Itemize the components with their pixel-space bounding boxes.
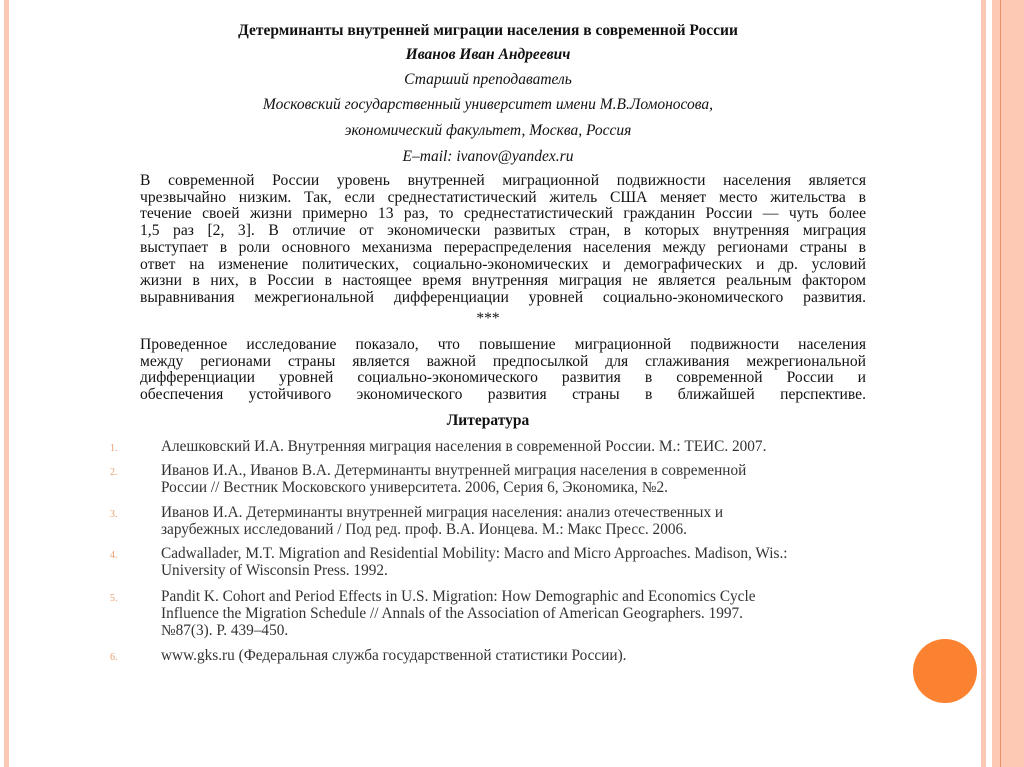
reference-text: Иванов И.А., Иванов В.А. Детерминанты внутренней миграция населения в современной <box>161 462 747 479</box>
text-line: Проведенное исследование показало, что повышение миграционной подвижности населения <box>140 336 866 353</box>
reference-text: www.gks.ru (Федеральная служба государственной статистики России). <box>161 647 627 664</box>
text-line: жизни в них, в России в настоящее время внутренняя миграция не является реальным фактором <box>140 272 866 290</box>
reference-number: 6. <box>110 652 118 663</box>
reference-text: зарубежных исследований / Под ред. проф. В.А. Ионцева. М.: Макс Пресс. 2006. <box>161 521 687 538</box>
orange-circle <box>913 639 977 703</box>
paragraph-intro <box>140 173 866 307</box>
affiliation-line-2: экономический факультет, Москва, Россия <box>344 122 632 139</box>
section-separator: *** <box>476 310 500 327</box>
text-line: выступает в роли основного механизма перераспределения населения между регионами страны в <box>140 238 866 256</box>
reference-text: Алешковский И.А. Внутренняя миграция населения в современной России. М.: ТЕИС. 2007. <box>161 438 767 455</box>
reference-number: 5. <box>110 593 118 604</box>
author-email: E–mail: ivanov@yandex.ru <box>402 148 574 165</box>
reference-number: 3. <box>110 509 118 520</box>
author-name: Иванов Иван Андреевич <box>405 46 571 63</box>
text-line: дифференциации уровней социально-экономического развития в современной России и <box>140 369 866 387</box>
text-line: В современной России уровень внутренней миграционной подвижности населения является <box>140 172 866 189</box>
text-line: выравнивания межрегиональной дифференциации уровней социально-экономического развития. <box>140 288 866 306</box>
text-line: ответ на изменение политических, социально-экономических и демографических и др. условий <box>140 255 866 273</box>
left-stripe <box>4 0 9 767</box>
author-position: Старший преподаватель <box>404 71 572 88</box>
reference-text: Influence the Migration Schedule // Annals of the Association of American Geographers. 1997. <box>161 605 743 622</box>
right-stripe-thin <box>981 0 986 767</box>
document-title: Детерминанты внутренней миграции населения в современной России <box>238 22 738 39</box>
reference-text: University of Wisconsin Press. 1992. <box>161 562 388 579</box>
paragraph-conclusion <box>140 337 866 404</box>
text-line: 1,5 раз [2, 3]. В отличие от экономически развитых стран, в которых внутренняя миграция <box>140 222 866 240</box>
text-line: чрезвычайно низким. Так, если среднестатистический житель США меняет место жительства в <box>140 188 866 206</box>
reference-text: Иванов И.А. Детерминанты внутренней миграция населения: анализ отечественных и <box>161 504 724 521</box>
reference-number: 2. <box>110 467 118 478</box>
affiliation-line-1: Московский государственный университет имени М.В.Ломоносова, <box>262 96 714 113</box>
text-line: между регионами страны является важной предпосылкой для сглаживания межрегиональной <box>140 352 866 370</box>
text-line: течение своей жизни примерно 13 раз, то среднестатистический гражданин России — чуть более <box>140 205 866 223</box>
reference-text: Cadwallader, M.T. Migration and Residential Mobility: Macro and Micro Approaches. Madison, Wis.: <box>161 545 788 562</box>
text-line: обеспечения устойчивого экономического развития страны в ближайшей перспективе. <box>140 386 866 404</box>
reference-number: 4. <box>110 550 118 561</box>
references-heading: Литература <box>446 412 530 429</box>
right-stripe-wide <box>992 0 1024 767</box>
reference-number: 1. <box>110 443 118 454</box>
reference-text: Pandit K. Cohort and Period Effects in U.S. Migration: How Demographic and Economics Cycle <box>161 588 756 605</box>
right-stripe-line <box>1000 0 1001 767</box>
reference-text: №87(3). P. 439–450. <box>161 622 289 639</box>
reference-text: России // Вестник Московского университета. 2006, Серия 6, Экономика, №2. <box>161 479 668 496</box>
